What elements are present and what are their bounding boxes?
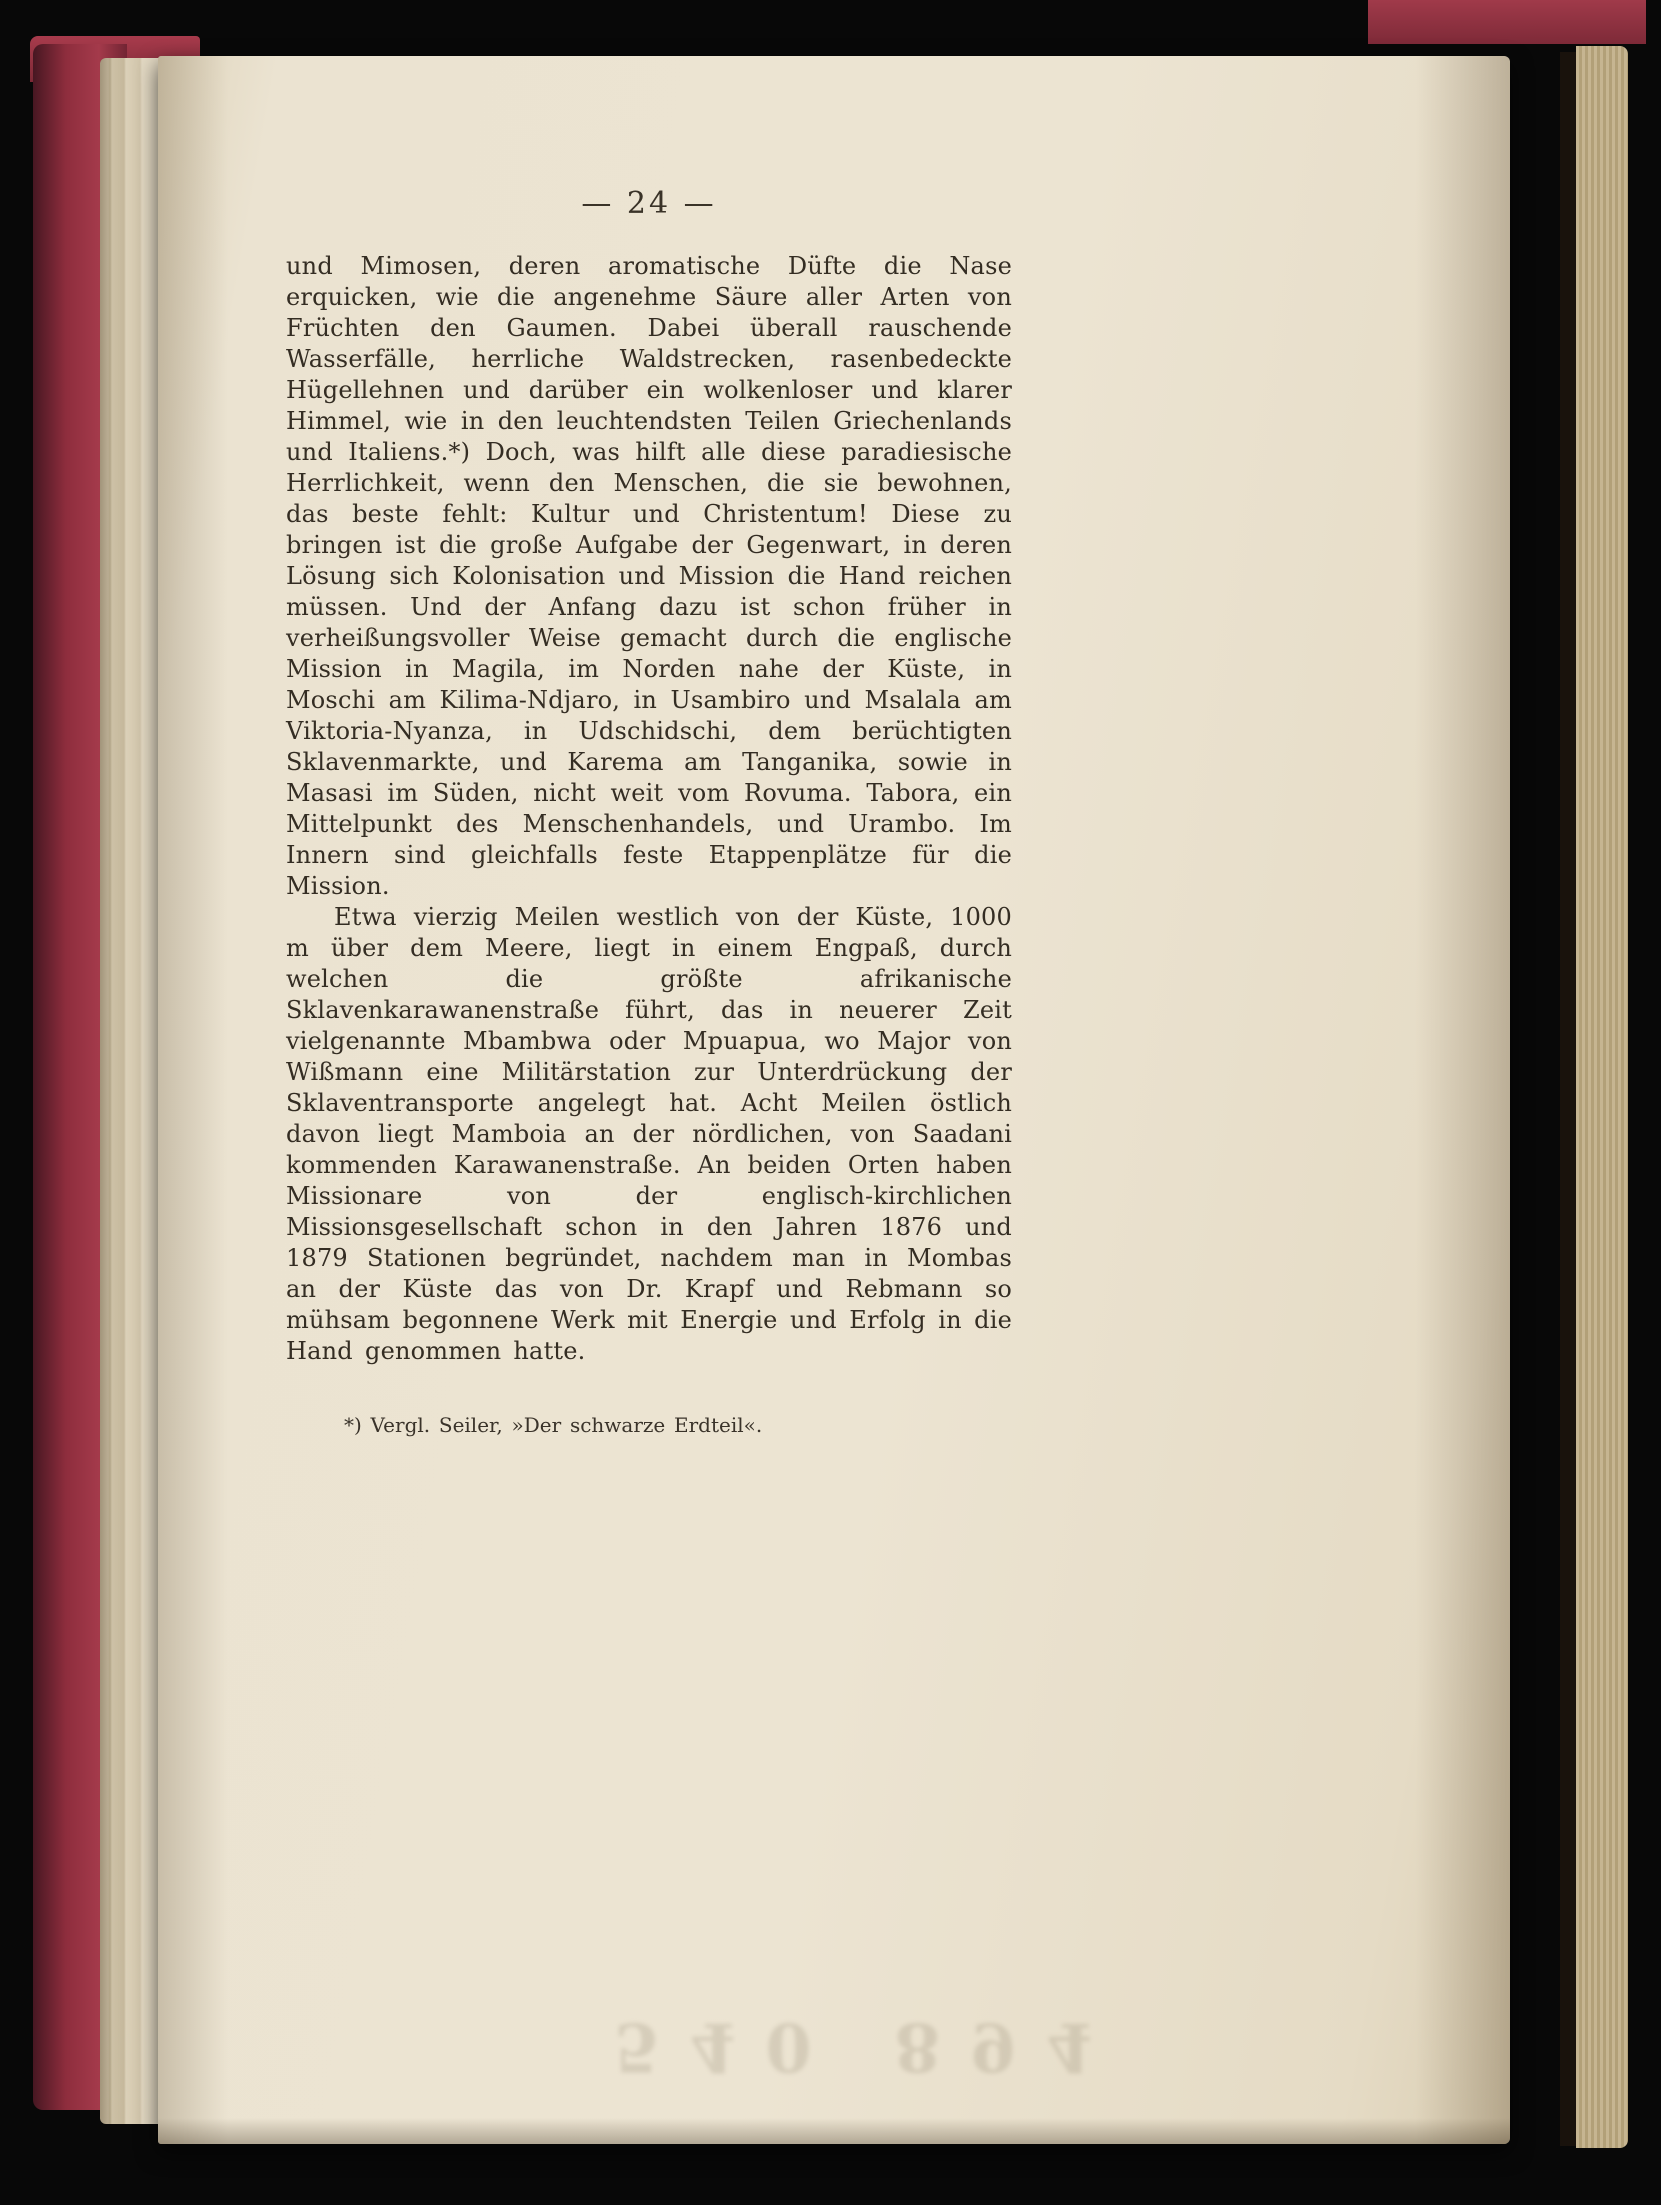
bleed-through-stamp: 540 894 — [613, 2008, 1123, 2086]
page-stack-edges — [100, 58, 162, 2124]
gutter-shadow — [158, 56, 228, 2144]
text-block — [286, 186, 1012, 1437]
paragraph: Etwa vierzig Meilen westlich von der Küste, 1000 m über dem Meere, liegt in einem Engpaß, durch welchen die größte afrikanische Sklavenkarawanenstraße führt, das in neuerer Zeit vielgenannte Mbambwa oder Mpuapua, wo Major von Wißmann eine Militärstation zur Unterdrückung der Sklaventransporte angelegt hat. Acht Meilen östlich davon liegt Mamboia an der nördlichen, von Saadani kommenden Karawanenstraße. An beiden Orten haben Missionare von der englisch-kirchlichen Missionsgesellschaft schon in den Jahren 1876 und 1879 Stationen begründet, nachdem man in Mombas an der Küste das von Dr. Krapf und Rebmann so mühsam begonnene Werk mit Energie und Erfolg in die Hand genommen hatte. — [286, 903, 1012, 1365]
page-bottom-shadow — [158, 2118, 1510, 2144]
book-cover-edge-top-right — [1368, 0, 1646, 44]
page-number: — 24 — — [581, 186, 717, 221]
footnote: *) Vergl. Seiler, »Der schwarze Erdteil«. — [344, 1413, 763, 1437]
book-page — [158, 56, 1510, 2144]
book-fore-edge — [1576, 46, 1628, 2148]
page-gap — [1560, 52, 1576, 2146]
page-curl-shadow — [1415, 56, 1510, 2144]
paragraph: und Mimosen, deren aromatische Düfte die Nase erquicken, wie die angenehme Säure aller Arten von Früchten den Gaumen. Dabei überall rauschende Wasserfälle, herrliche Waldstrecken, rasenbedeckte Hügellehnen und darüber ein wolkenloser und klarer Himmel, wie in den leuchtendsten Teilen Griechenlands und Italiens.*) Doch, was hilft alle diese paradiesische Herrlichkeit, wenn den Menschen, die sie bewohnen, das beste fehlt: Kultur und Christentum! Diese zu bringen ist die große Aufgabe der Gegenwart, in deren Lösung sich Kolonisation und Mission die Hand reichen müssen. Und der Anfang dazu ist schon früher in verheißungsvoller Weise gemacht durch die englische Mission in Magila, im Norden nahe der Küste, in Moschi am Kilima-Ndjaro, in Usambiro und Msalala am Viktoria-Nyanza, in Udschidschi, dem berüchtigten Sklavenmarkte, und Karema am Tanganika, sowie in Masasi im Süden, nicht weit vom Rovuma. Tabora, ein Mittelpunkt des Menschenhandels, und Urambo. Im Innern sind gleichfalls feste Etappenplätze für die Mission. — [286, 252, 1012, 900]
